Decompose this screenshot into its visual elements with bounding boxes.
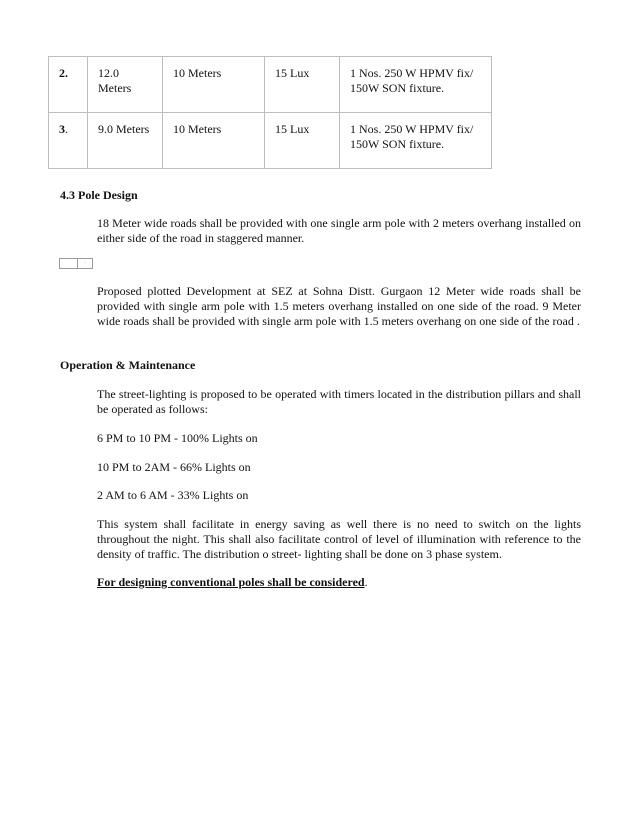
energy-saving-paragraph: This system shall facilitate in energy saving as well there is no need to switch on the lights throughout the night. This shall also facilitate control of level of illumination with reference to the density of traffic. The distribution o street- lighting shall be done on 3 phase system. (97, 517, 581, 561)
schedule-item: 10 PM to 2AM - 66% Lights on (97, 460, 251, 474)
row-number-cell: 2. (49, 57, 88, 113)
schedule-item: 2 AM to 6 AM - 33% Lights on (97, 488, 249, 502)
design-note-underlined-text: For designing conventional poles shall be considered (97, 575, 365, 589)
road-width-cell: 10 Meters (163, 113, 265, 169)
pole-design-heading: 4.3 Pole Design (60, 188, 138, 202)
row-number-cell: 3. (49, 113, 88, 169)
control-divider (77, 259, 78, 268)
operation-heading: Operation & Maintenance (60, 358, 196, 372)
lighting-spec-table (48, 56, 492, 169)
lux-cell: 15 Lux (265, 113, 340, 169)
table-row (49, 57, 492, 113)
lux-cell: 15 Lux (265, 57, 340, 113)
table-row (49, 113, 492, 169)
pole-design-paragraph: 18 Meter wide roads shall be provided with one single arm pole with 2 meters overhang installed on either side of the road in staggered manner. (97, 216, 581, 245)
embedded-object-control[interactable] (59, 258, 93, 269)
fixture-cell: 1 Nos. 250 W HPMV fix/ 150W SON fixture. (340, 113, 492, 169)
fixture-cell: 1 Nos. 250 W HPMV fix/ 150W SON fixture. (340, 57, 492, 113)
pole-height-cell: 12.0 Meters (88, 57, 163, 113)
pole-height-cell: 9.0 Meters (88, 113, 163, 169)
operation-intro-paragraph: The street-lighting is proposed to be operated with timers located in the distribution pillars and shall be operated as follows: (97, 387, 581, 416)
control-dot-icon: · (84, 260, 86, 267)
design-note: For designing conventional poles shall be considered. (97, 575, 368, 589)
schedule-item: 6 PM to 10 PM - 100% Lights on (97, 431, 258, 445)
road-width-cell: 10 Meters (163, 57, 265, 113)
proposed-development-paragraph: Proposed plotted Development at SEZ at Sohna Distt. Gurgaon 12 Meter wide roads shall be provided with single arm pole with 1.5 meters overhang installed on one side of the road. 9 Meter wide roads shall be provided with single arm pole with 1.5 meters overhang on one side of the road . (97, 284, 581, 328)
